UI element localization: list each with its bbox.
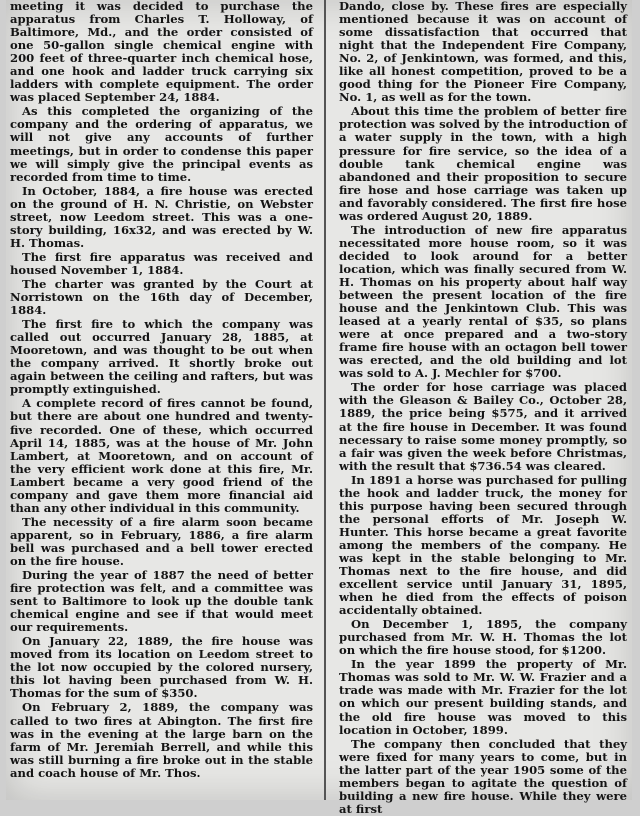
- paragraph: The first fire apparatus was received and housed November 1, 1884.: [10, 249, 313, 277]
- paragraph: On February 2, 1889, the company was called to two fires at Abington. The first fire was in the evening at the large barn on the farm of Mr. Jeremiah Berrell, and while this was still burning a fire broke out in the stable and coach house of Mr. Thos.: [10, 700, 313, 780]
- paragraph: On January 22, 1889, the fire house was moved from its location on Leedom street to the lot now occupied by the colored nursery, this lot having been purchased from W. H. Thomas for the sum of $350.: [10, 634, 313, 701]
- paragraph: In October, 1884, a fire house was erected on the ground of H. N. Christie, on Webster street, now Leedom street. This was a one-story building, 16x32, and was erected by W. H. Thomas.: [10, 183, 313, 250]
- right-column: [339, 0, 627, 816]
- paragraph: Dando, close by. These fires are especially mentioned because it was on account of some dissatisfaction that occurred that night that the Independent Fire Company, No. 2, of Jenkintown, was formed, and this, like all honest competition, proved to be a good thing for the Pioneer Fire Company, No. 1, as well as for the town.: [339, 0, 627, 105]
- paragraph: About this time the problem of better fire protection was solved by the introduction of a water supply in the town, with a high pressure for fire service, so the idea of a double tank chemical engine was abandoned and their proposition to secure fire hose and hose carriage was taken up and favorably considered. The first fire hose was ordered August 20, 1889.: [339, 104, 627, 223]
- paragraph: The necessity of a fire alarm soon became apparent, so in February, 1886, a fire alarm bell was purchased and a bell tower erected on the fire house.: [10, 514, 313, 568]
- paragraph: In the year 1899 the property of Mr. Thomas was sold to Mr. W. W. Frazier and a trade was made with Mr. Frazier for the lot on which our present building stands, and the old fire house was moved to this location in October, 1899.: [339, 657, 627, 737]
- column-divider: [324, 0, 326, 800]
- paragraph: The charter was granted by the Court at Norristown on the 16th day of December, 1884.: [10, 276, 313, 318]
- left-column: [10, 0, 313, 800]
- newspaper-clipping: [6, 0, 632, 816]
- paragraph: During the year of 1887 the need of better fire protection was felt, and a committee was sent to Baltimore to look up the double tank chemical engine and see if that would meet our requirements.: [10, 568, 313, 635]
- paragraph: As this completed the organizing of the company and the ordering of apparatus, we will not give any accounts of further meetings, but in order to condense this paper we will simply give the principal events as recorded from time to time.: [10, 104, 313, 184]
- paragraph: The first fire to which the company was called out occurred January 28, 1885, at Mooretown, and was thought to be out when the company arrived. It shortly broke out again between the ceiling and rafters, but was promptly extinguished.: [10, 317, 313, 397]
- paragraph: The order for hose carriage was placed with the Gleason & Bailey Co., October 28, 1889, the price being $575, and it arrived at the fire house in December. It was found necessary to raise some money promptly, so a fair was given the week before Christmas, with the result that $736.54 was cleared.: [339, 380, 627, 473]
- paragraph: A complete record of fires cannot be found, but there are about one hundred and twenty-five recorded. One of these, which occurred April 14, 1885, was at the house of Mr. John Lambert, at Mooretown, and on account of the very efficient work done at this fire, Mr. Lambert became a very good friend of the company and gave them more financial aid than any other individual in this community.: [10, 396, 313, 515]
- paragraph: The introduction of new fire apparatus necessitated more house room, so it was decided to look around for a better location, which was finally secured from W. H. Thomas on his property about half way between the present location of the fire house and the Jenkintown Club. This was leased at a yearly rental of $35, so plans were at once prepared and a two-story frame fire house with an octagon bell tower was erected, and the old building and lot was sold to A. J. Mechler for $700.: [339, 222, 627, 381]
- paragraph: The company then concluded that they were fixed for many years to come, but in the latter part of the year 1905 some of the members began to agitate the question of building a new fire house. While they were at first: [339, 736, 627, 816]
- paragraph: meeting it was decided to purchase the apparatus from Charles T. Holloway, of Baltimore, Md., and the order consisted of one 50-gallon single chemical engine with 200 feet of three-quarter inch chemical hose, and one hook and ladder truck carrying six ladders with complete equipment. The order was placed September 24, 1884.: [10, 0, 313, 105]
- paragraph: On December 1, 1895, the company purchased from Mr. W. H. Thomas the lot on which the fire house stood, for $1200.: [339, 617, 627, 658]
- paragraph: In 1891 a horse was purchased for pulling the hook and ladder truck, the money for this purpose having been secured through the personal efforts of Mr. Joseph W. Hunter. This horse became a great favorite among the members of the company. He was kept in the stable belonging to Mr. Thomas next to the fire house, and did excellent service until January 31, 1895, when he died from the effects of poison accidentally obtained.: [339, 472, 627, 618]
